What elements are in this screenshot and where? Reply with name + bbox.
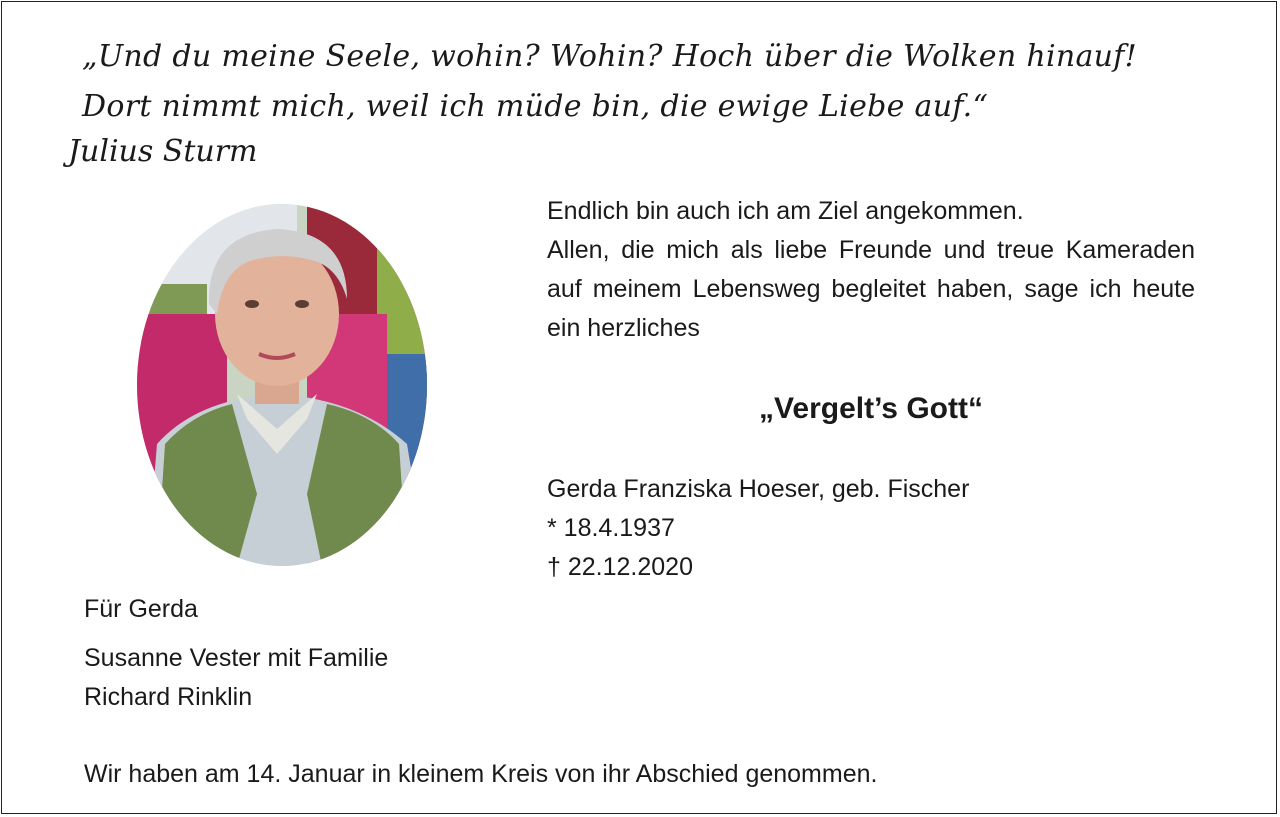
- portrait-photo: [137, 204, 427, 566]
- birth-date: * 18.4.1937: [547, 514, 675, 542]
- thanks-heading: „Vergelt’s Gott“: [759, 392, 983, 425]
- poem-quote: [82, 32, 1137, 132]
- message-first-line: Endlich bin auch ich am Ziel angekommen.: [547, 197, 1024, 225]
- gratitude-message: [547, 192, 1195, 348]
- poem-line-1: „Und du meine Seele, wohin? Wohin? Hoch über die Wolken hinauf!: [82, 39, 1138, 74]
- message-paragraph: Allen, die mich als liebe Freunde und treue Kameraden auf meinem Lebensweg begleitet haben, sage ich heute ein herzliches: [547, 236, 1195, 342]
- obituary-card: [1, 1, 1277, 814]
- mourners-block: [84, 590, 388, 717]
- death-date: † 22.12.2020: [547, 553, 693, 581]
- farewell-note: Wir haben am 14. Januar in kleinem Kreis von ihr Abschied genommen.: [84, 760, 878, 788]
- dedication: Für Gerda: [84, 595, 198, 623]
- deceased-name: Gerda Franziska Hoeser, geb. Fischer: [547, 475, 970, 503]
- mourner-name: Susanne Vester mit Familie: [84, 644, 389, 672]
- deceased-info: [547, 470, 969, 587]
- poem-line-2: Dort nimmt mich, weil ich müde bin, die ewige Liebe auf.“: [82, 89, 989, 124]
- mourner-name: Richard Rinklin: [84, 683, 253, 711]
- poem-author: Julius Sturm: [68, 134, 258, 169]
